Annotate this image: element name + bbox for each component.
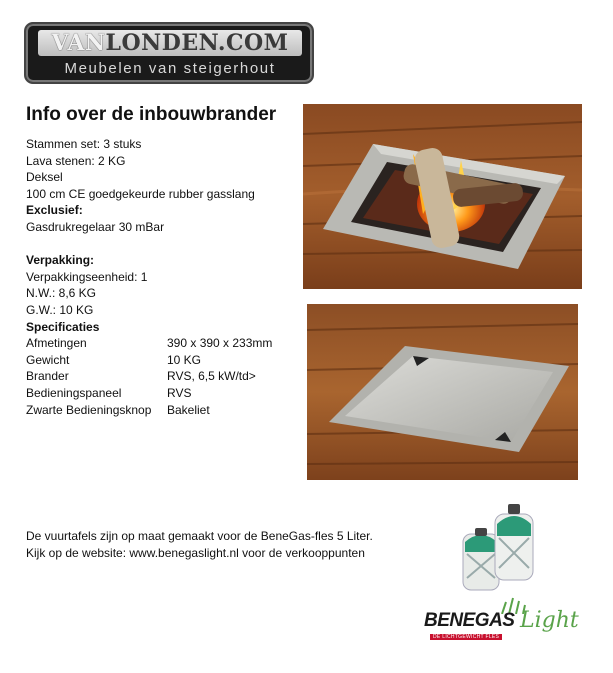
logo-wordmark: VANLONDEN.COM — [38, 30, 302, 56]
info-nw: N.W.: 8,6 KG — [26, 286, 97, 301]
burner-with-fire-photo — [303, 104, 582, 289]
spacer — [26, 236, 272, 253]
info-gasdrukregelaar: Gasdrukregelaar 30 mBar — [26, 219, 165, 234]
vanlonden-logo — [24, 22, 314, 84]
brand-tagline: DE LICHTGEWICHT FLES — [430, 634, 502, 640]
spec-row: Brander RVS, 6,5 kW/td> — [26, 369, 256, 384]
verpakking-label: Verpakking: — [26, 253, 95, 268]
info-verpakkingseenheid: Verpakkingseenheid: 1 — [26, 269, 148, 284]
logo-tagline: Meubelen van steigerhout — [64, 60, 276, 77]
product-info — [26, 136, 272, 418]
burner-with-lid-photo — [307, 304, 578, 480]
brand-light: Light — [520, 608, 579, 633]
benegas-light-logo — [424, 602, 584, 644]
info-lava: Lava stenen: 2 KG — [26, 153, 126, 168]
gas-bottles-icon — [455, 498, 545, 598]
footer-line-1: De vuurtafels zijn op maat gemaakt voor de BeneGas-fles 5 Liter. — [26, 529, 373, 543]
spec-row: Zwarte Bedieningsknop Bakeliet — [26, 402, 210, 417]
info-stammen: Stammen set: 3 stuks — [26, 137, 142, 151]
info-deksel: Deksel — [26, 170, 63, 185]
spec-row: Gewicht 10 KG — [26, 352, 202, 367]
info-gw: G.W.: 10 KG — [26, 302, 94, 317]
exclusief-label: Exclusief: — [26, 203, 83, 218]
footer-text — [26, 528, 373, 561]
specificaties-label: Specificaties — [26, 319, 100, 334]
info-gasslang: 100 cm CE goedgekeurde rubber gasslang — [26, 186, 255, 201]
page-title: Info over de inbouwbrander — [26, 104, 277, 125]
footer-line-2: Kijk op de website: www.benegaslight.nl voor de verkooppunten — [26, 545, 365, 560]
spec-row: Bedieningspaneel RVS — [26, 385, 192, 400]
brand-name: BENEGAS — [424, 610, 515, 631]
spec-row: Afmetingen 390 x 390 x 233mm — [26, 336, 273, 351]
